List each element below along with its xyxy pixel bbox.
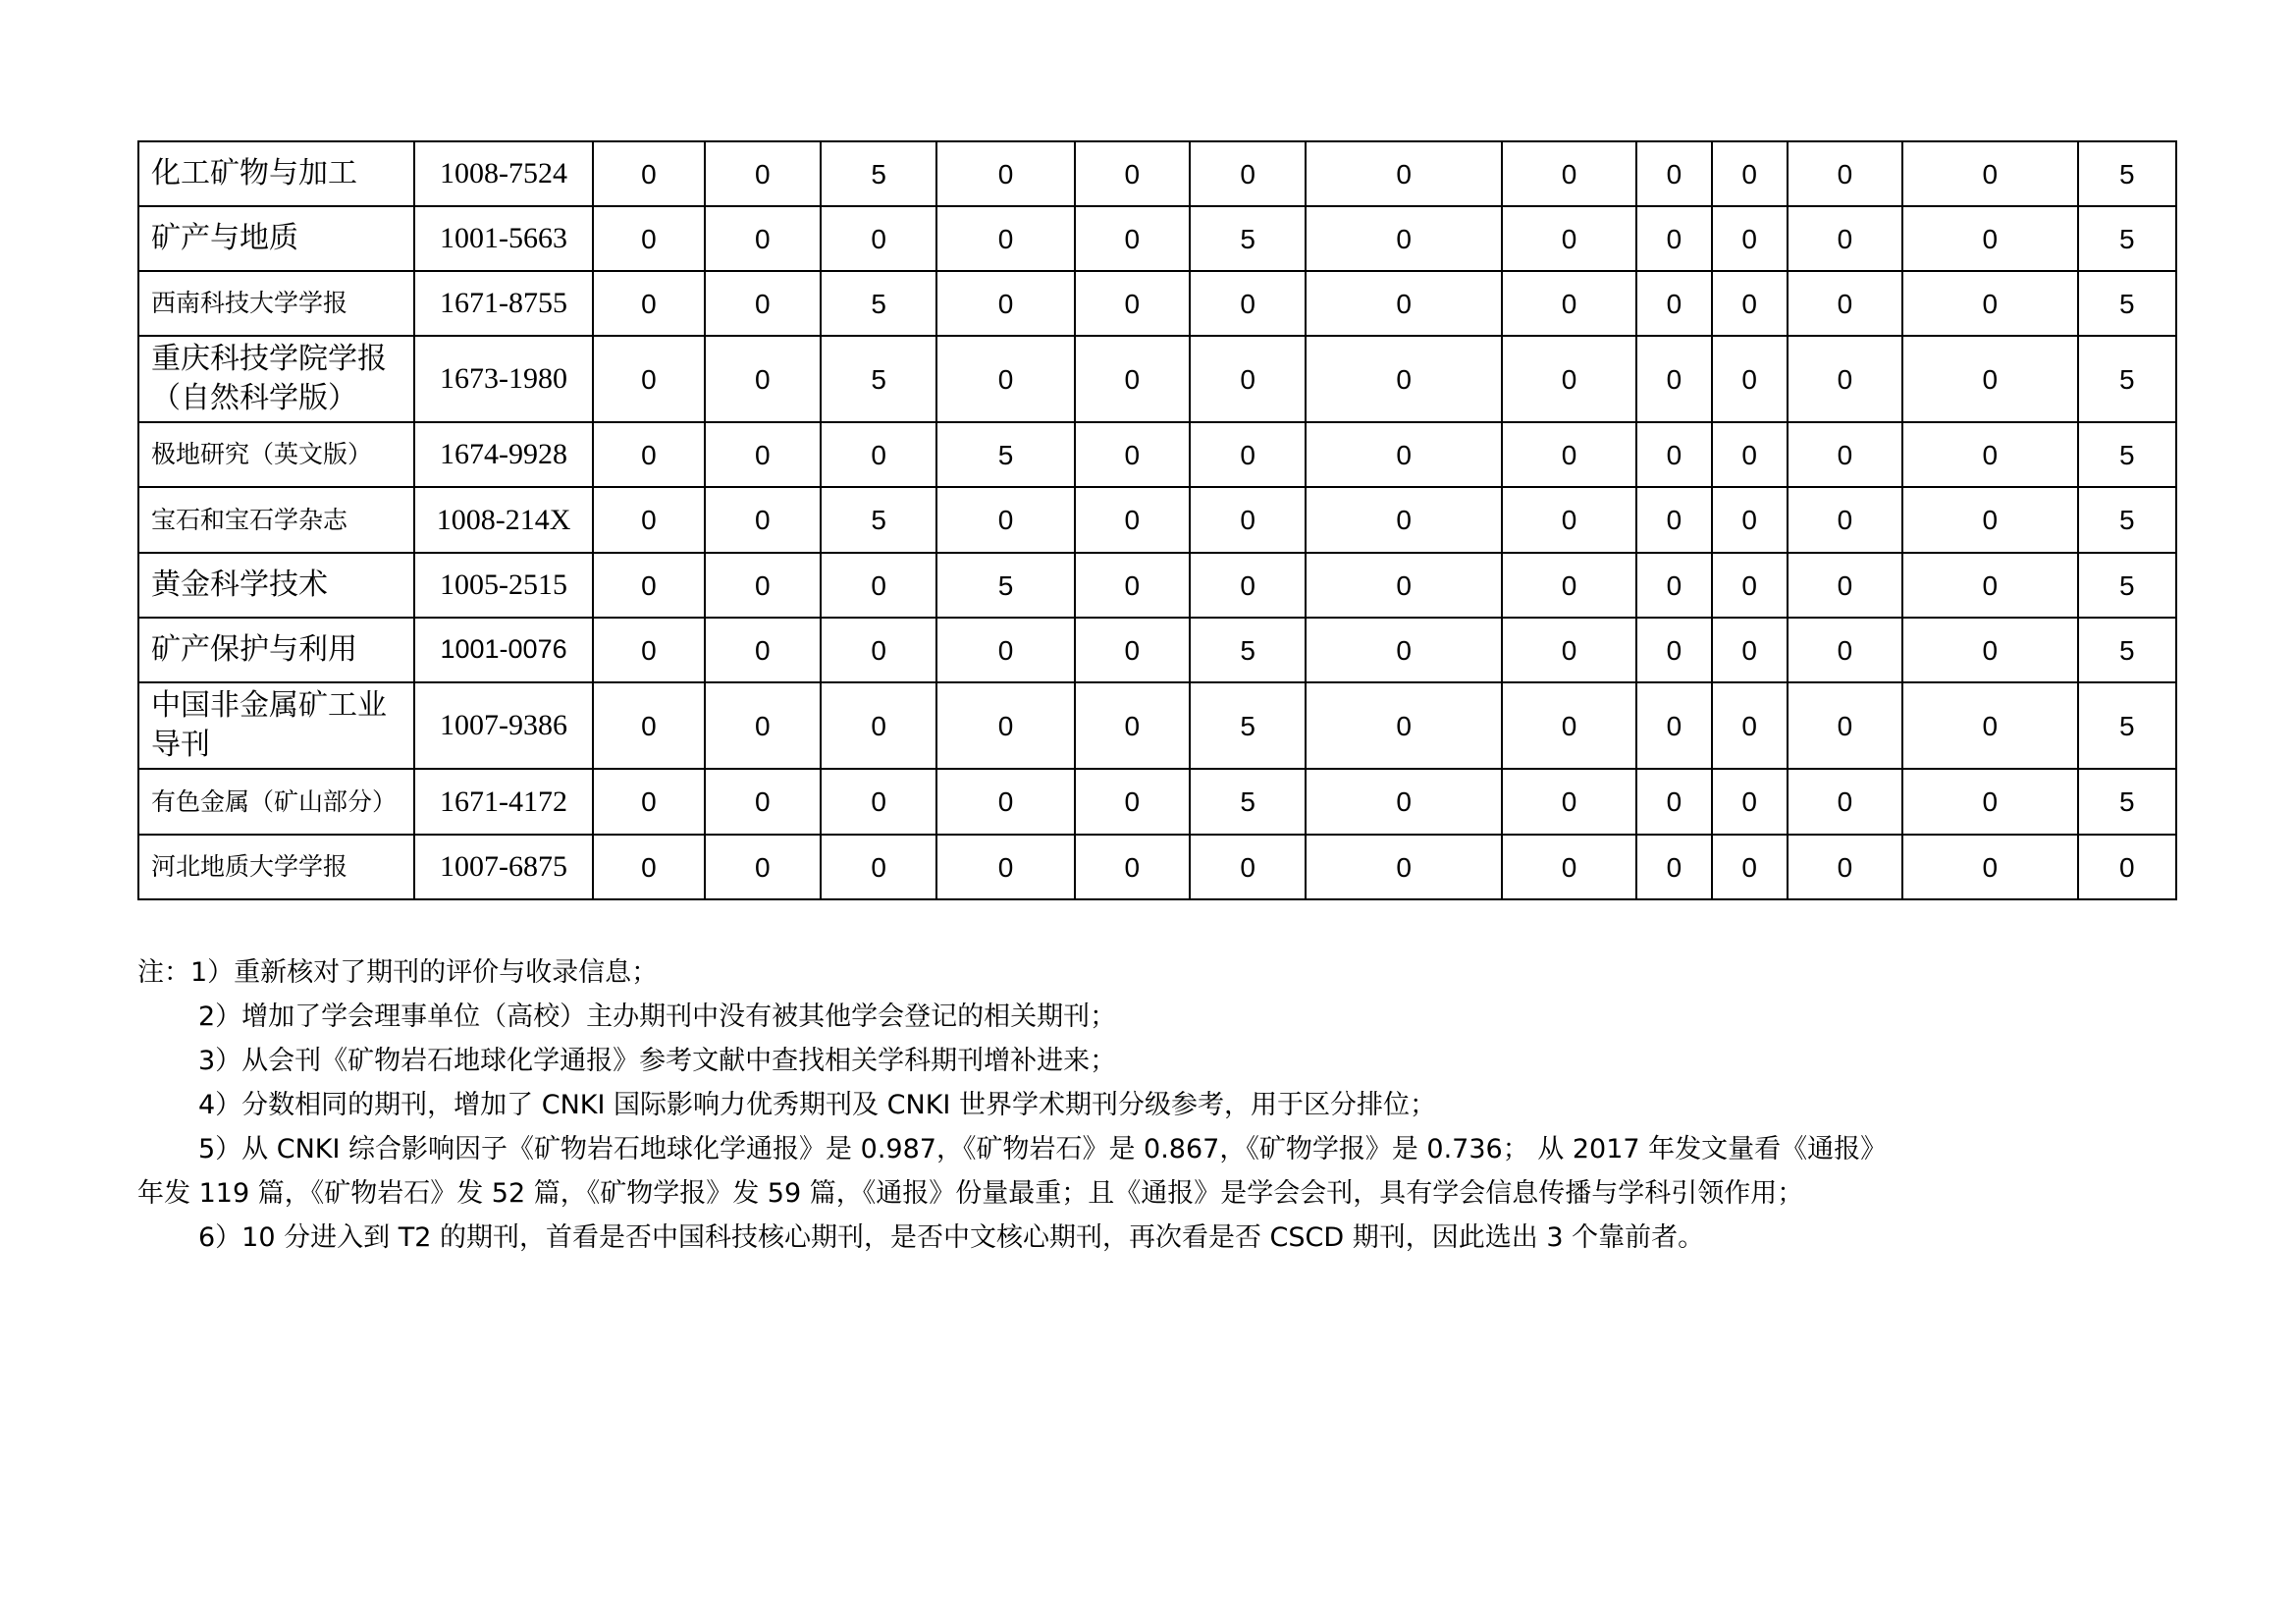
score-cell: 0	[1306, 553, 1502, 618]
score-cell: 0	[1712, 835, 1788, 899]
journal-name-cell: 中国非金属矿工业导刊	[138, 682, 414, 769]
total-score-cell: 5	[2078, 271, 2176, 336]
score-cell: 0	[821, 553, 936, 618]
score-cell: 0	[1902, 769, 2078, 835]
table-row	[138, 682, 2176, 769]
score-cell: 0	[1712, 553, 1788, 618]
score-cell: 0	[1502, 553, 1636, 618]
score-cell: 0	[705, 336, 821, 422]
total-score-cell: 5	[2078, 206, 2176, 271]
total-score-cell: 5	[2078, 336, 2176, 422]
score-cell: 0	[1636, 682, 1711, 769]
score-cell: 0	[1902, 271, 2078, 336]
score-cell: 0	[1502, 835, 1636, 899]
score-cell: 0	[705, 553, 821, 618]
issn-cell: 1671-4172	[414, 769, 594, 835]
score-cell: 0	[1190, 336, 1306, 422]
score-cell: 5	[1190, 206, 1306, 271]
total-score-cell: 5	[2078, 141, 2176, 206]
table-row	[138, 141, 2176, 206]
table-row	[138, 422, 2176, 487]
score-cell: 0	[1306, 206, 1502, 271]
score-cell: 0	[936, 271, 1074, 336]
score-cell: 0	[593, 618, 704, 682]
score-cell: 0	[1788, 271, 1902, 336]
score-cell: 0	[1502, 271, 1636, 336]
journal-name-cell: 重庆科技学院学报（自然科学版）	[138, 336, 414, 422]
score-cell: 0	[705, 422, 821, 487]
score-cell: 0	[1190, 271, 1306, 336]
issn-cell: 1005-2515	[414, 553, 594, 618]
score-cell: 0	[1902, 422, 2078, 487]
score-cell: 0	[1788, 141, 1902, 206]
score-cell: 0	[1306, 769, 1502, 835]
score-cell: 0	[1636, 422, 1711, 487]
notes-section	[137, 950, 2189, 1260]
score-cell: 0	[705, 271, 821, 336]
score-cell: 0	[1075, 618, 1190, 682]
score-cell: 0	[705, 206, 821, 271]
score-cell: 5	[821, 141, 936, 206]
issn-cell: 1673-1980	[414, 336, 594, 422]
score-cell: 0	[593, 422, 704, 487]
score-cell: 0	[1306, 682, 1502, 769]
score-cell: 0	[1306, 271, 1502, 336]
score-cell: 0	[1502, 141, 1636, 206]
journal-name-cell: 极地研究（英文版）	[138, 422, 414, 487]
score-cell: 0	[705, 141, 821, 206]
issn-cell: 1674-9928	[414, 422, 594, 487]
score-cell: 0	[821, 206, 936, 271]
issn-cell: 1001-0076	[414, 618, 594, 682]
issn-cell: 1008-214X	[414, 487, 594, 553]
score-cell: 0	[1306, 487, 1502, 553]
score-cell: 0	[821, 682, 936, 769]
score-cell: 0	[1502, 336, 1636, 422]
issn-cell: 1671-8755	[414, 271, 594, 336]
score-cell: 0	[1075, 141, 1190, 206]
score-cell: 0	[1502, 682, 1636, 769]
score-cell: 0	[1712, 271, 1788, 336]
score-cell: 0	[1636, 336, 1711, 422]
score-cell: 0	[1902, 141, 2078, 206]
score-cell: 0	[705, 618, 821, 682]
journal-name-cell: 矿产保护与利用	[138, 618, 414, 682]
score-cell: 0	[1712, 487, 1788, 553]
note-line: 5）从 CNKI 综合影响因子《矿物岩石地球化学通报》是 0.987，《矿物岩石》是 0.867，《矿物学报》是 0.736； 从 2017 年发文量看《通报》	[198, 1134, 1888, 1164]
score-cell: 5	[1190, 682, 1306, 769]
issn-cell: 1001-5663	[414, 206, 594, 271]
table-row	[138, 769, 2176, 835]
table-row	[138, 206, 2176, 271]
score-cell: 0	[1306, 618, 1502, 682]
score-cell: 0	[1636, 206, 1711, 271]
score-cell: 0	[593, 487, 704, 553]
score-cell: 5	[821, 487, 936, 553]
score-cell: 0	[821, 618, 936, 682]
note-line: 年发 119 篇，《矿物岩石》发 52 篇，《矿物学报》发 59 篇，《通报》份量最重；且《通报》是学会会刊，具有学会信息传播与学科引领作用；	[137, 1178, 1804, 1209]
table-row	[138, 336, 2176, 422]
score-cell: 0	[705, 487, 821, 553]
score-cell: 0	[1636, 618, 1711, 682]
score-cell: 0	[1306, 422, 1502, 487]
score-cell: 0	[1636, 835, 1711, 899]
score-cell: 0	[1636, 769, 1711, 835]
score-cell: 0	[705, 835, 821, 899]
score-cell: 5	[1190, 769, 1306, 835]
score-cell: 0	[1636, 487, 1711, 553]
journal-name-cell: 黄金科学技术	[138, 553, 414, 618]
score-cell: 0	[1636, 553, 1711, 618]
score-cell: 0	[1712, 618, 1788, 682]
journal-name-cell: 化工矿物与加工	[138, 141, 414, 206]
score-cell: 0	[821, 422, 936, 487]
score-cell: 0	[1306, 336, 1502, 422]
score-cell: 0	[1902, 682, 2078, 769]
score-cell: 0	[936, 487, 1074, 553]
score-cell: 0	[705, 769, 821, 835]
score-cell: 0	[1788, 336, 1902, 422]
score-cell: 0	[1788, 682, 1902, 769]
score-cell: 0	[1075, 206, 1190, 271]
score-cell: 0	[821, 769, 936, 835]
journal-score-table	[137, 140, 2177, 900]
score-cell: 0	[1075, 336, 1190, 422]
note-line: 6）10 分进入到 T2 的期刊，首看是否中国科技核心期刊，是否中文核心期刊，再次看是否 CSCD 期刊，因此选出 3 个靠前者。	[198, 1222, 1705, 1253]
score-cell: 0	[705, 682, 821, 769]
score-cell: 0	[593, 769, 704, 835]
score-cell: 0	[1788, 206, 1902, 271]
score-cell: 0	[1712, 206, 1788, 271]
score-cell: 0	[593, 336, 704, 422]
score-cell: 0	[593, 271, 704, 336]
score-cell: 0	[1902, 336, 2078, 422]
score-cell: 0	[593, 553, 704, 618]
total-score-cell: 5	[2078, 618, 2176, 682]
score-cell: 0	[936, 141, 1074, 206]
score-cell: 0	[936, 336, 1074, 422]
table-body	[138, 141, 2176, 899]
score-cell: 0	[1788, 618, 1902, 682]
score-cell: 0	[1502, 618, 1636, 682]
score-cell: 0	[1075, 769, 1190, 835]
score-cell: 0	[1902, 618, 2078, 682]
score-cell: 0	[593, 206, 704, 271]
score-cell: 0	[1190, 835, 1306, 899]
total-score-cell: 0	[2078, 835, 2176, 899]
score-cell: 0	[1788, 422, 1902, 487]
score-cell: 5	[821, 271, 936, 336]
journal-name-cell: 河北地质大学学报	[138, 835, 414, 899]
score-cell: 5	[821, 336, 936, 422]
score-cell: 0	[1902, 553, 2078, 618]
score-cell: 0	[1788, 487, 1902, 553]
score-cell: 0	[1902, 835, 2078, 899]
total-score-cell: 5	[2078, 769, 2176, 835]
score-cell: 0	[936, 835, 1074, 899]
journal-name-cell: 宝石和宝石学杂志	[138, 487, 414, 553]
score-cell: 0	[1788, 835, 1902, 899]
score-cell: 0	[1075, 835, 1190, 899]
score-cell: 0	[1075, 553, 1190, 618]
score-cell: 0	[593, 835, 704, 899]
score-cell: 0	[1190, 553, 1306, 618]
total-score-cell: 5	[2078, 487, 2176, 553]
score-cell: 0	[936, 682, 1074, 769]
score-cell: 0	[1190, 487, 1306, 553]
issn-cell: 1008-7524	[414, 141, 594, 206]
score-cell: 0	[593, 682, 704, 769]
score-cell: 0	[936, 769, 1074, 835]
score-cell: 0	[1712, 141, 1788, 206]
score-cell: 0	[1075, 487, 1190, 553]
score-cell: 0	[936, 618, 1074, 682]
score-cell: 0	[821, 835, 936, 899]
score-cell: 0	[1306, 835, 1502, 899]
score-cell: 0	[1075, 682, 1190, 769]
score-cell: 0	[1712, 769, 1788, 835]
score-cell: 0	[1075, 422, 1190, 487]
score-cell: 0	[1502, 206, 1636, 271]
score-cell: 0	[1190, 141, 1306, 206]
table-row	[138, 487, 2176, 553]
score-cell: 0	[1712, 682, 1788, 769]
note-line: 注：1）重新核对了期刊的评价与收录信息；	[137, 957, 659, 988]
score-cell: 0	[936, 206, 1074, 271]
score-cell: 0	[1788, 769, 1902, 835]
score-cell: 5	[936, 553, 1074, 618]
issn-cell: 1007-6875	[414, 835, 594, 899]
total-score-cell: 5	[2078, 422, 2176, 487]
score-cell: 0	[1712, 422, 1788, 487]
score-cell: 0	[1502, 487, 1636, 553]
score-cell: 0	[1902, 487, 2078, 553]
issn-cell: 1007-9386	[414, 682, 594, 769]
score-cell: 0	[1902, 206, 2078, 271]
score-cell: 0	[1788, 553, 1902, 618]
score-cell: 0	[593, 141, 704, 206]
table-row	[138, 835, 2176, 899]
note-line: 3）从会刊《矿物岩石地球化学通报》参考文献中查找相关学科期刊增补进来；	[198, 1046, 1117, 1076]
table-row	[138, 618, 2176, 682]
score-cell: 5	[936, 422, 1074, 487]
score-cell: 0	[1502, 422, 1636, 487]
total-score-cell: 5	[2078, 553, 2176, 618]
score-cell: 0	[1712, 336, 1788, 422]
note-line: 2）增加了学会理事单位（高校）主办期刊中没有被其他学会登记的相关期刊；	[198, 1001, 1117, 1032]
score-cell: 0	[1502, 769, 1636, 835]
total-score-cell: 5	[2078, 682, 2176, 769]
journal-name-cell: 有色金属（矿山部分）	[138, 769, 414, 835]
score-cell: 0	[1636, 141, 1711, 206]
note-line: 4）分数相同的期刊，增加了 CNKI 国际影响力优秀期刊及 CNKI 世界学术期刊分级参考，用于区分排位；	[198, 1090, 1436, 1120]
table-row	[138, 553, 2176, 618]
table-row	[138, 271, 2176, 336]
score-cell: 0	[1075, 271, 1190, 336]
score-cell: 0	[1190, 422, 1306, 487]
score-cell: 5	[1190, 618, 1306, 682]
journal-name-cell: 西南科技大学学报	[138, 271, 414, 336]
score-cell: 0	[1306, 141, 1502, 206]
score-cell: 0	[1636, 271, 1711, 336]
journal-name-cell: 矿产与地质	[138, 206, 414, 271]
